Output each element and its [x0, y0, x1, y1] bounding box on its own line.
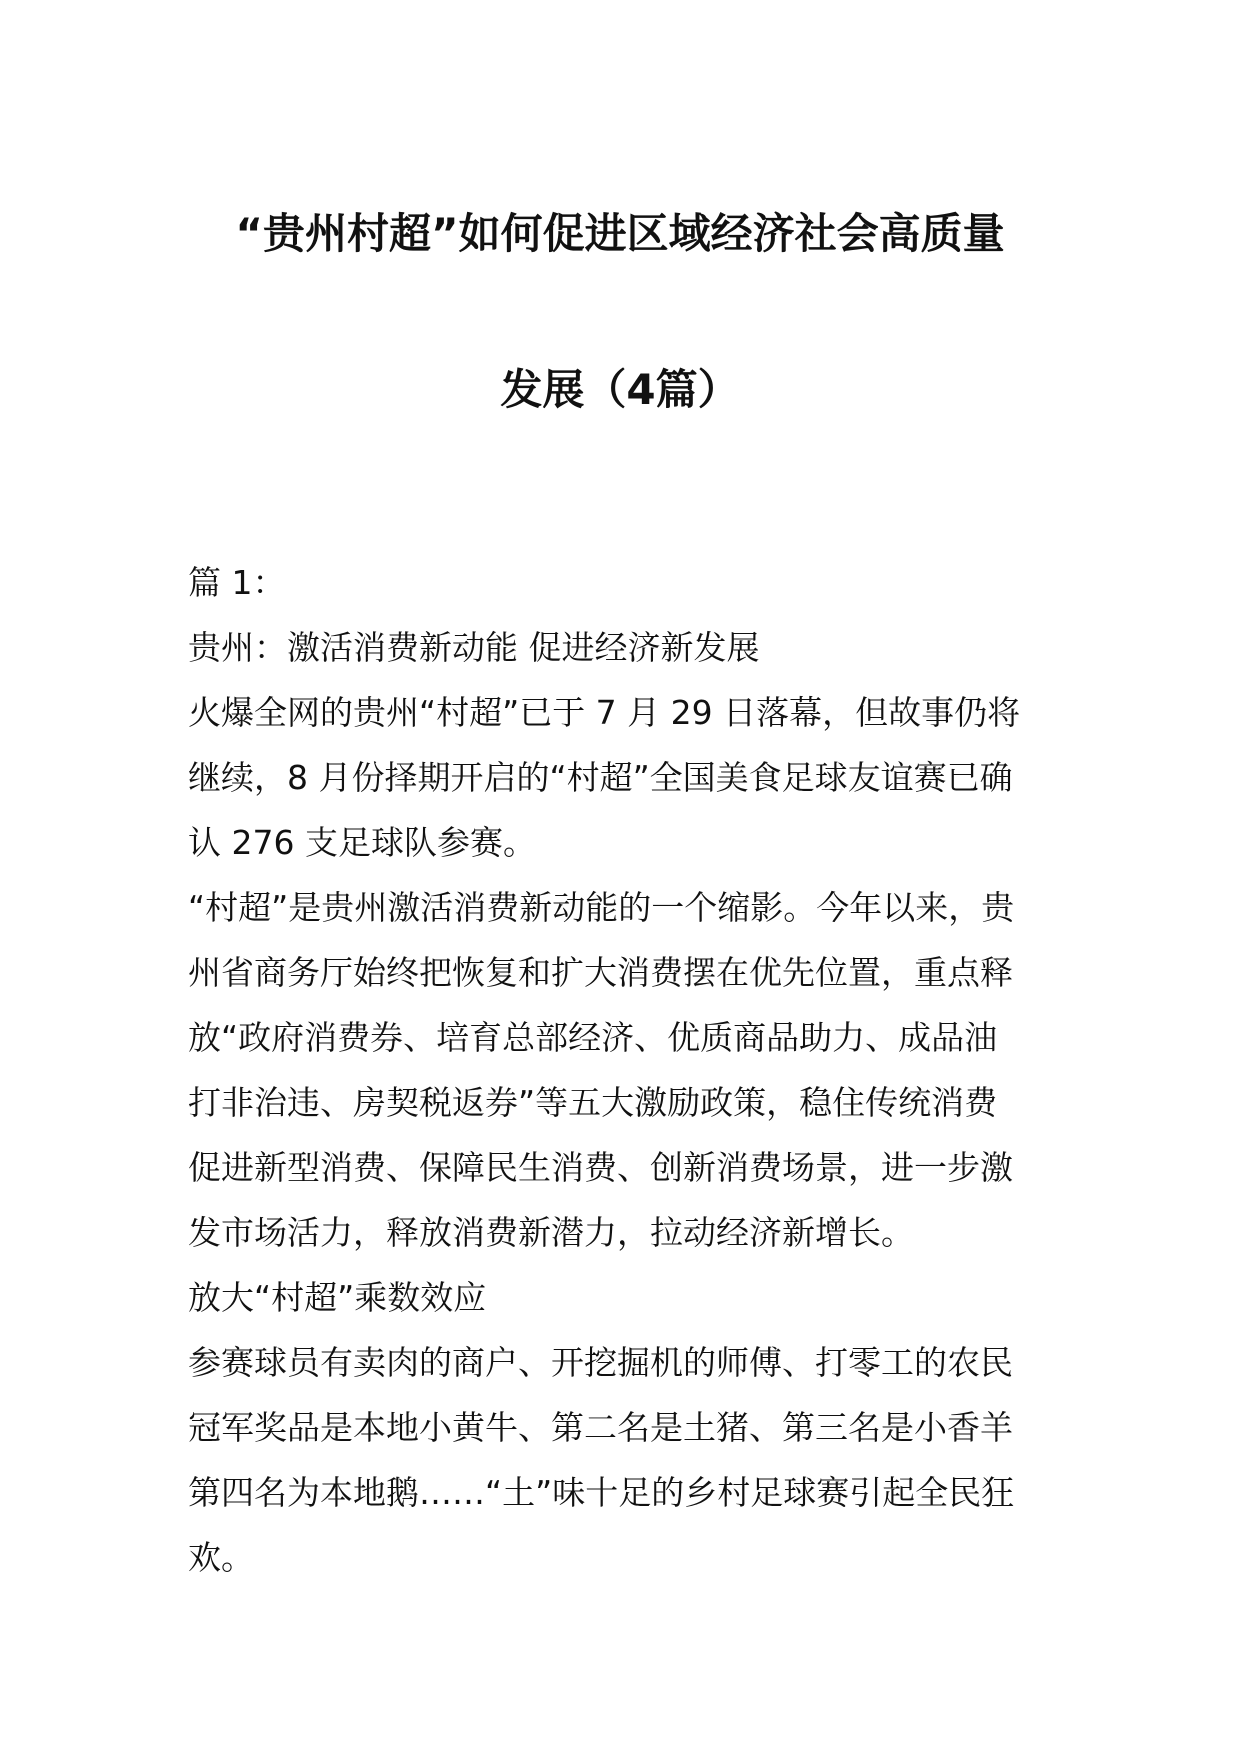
document-title-line-2: 发展（4篇） [500, 365, 740, 414]
body-line: 打非治违、房契税返券”等五大激励政策，稳住传统消费 [188, 1083, 998, 1122]
body-line: 参赛球员有卖肉的商户、开挖掘机的师傅、打零工的农民 [188, 1343, 1013, 1382]
body-line: 促进新型消费、保障民生消费、创新消费场景，进一步激 [188, 1148, 1013, 1187]
body-line: 放“政府消费券、培育总部经济、优质商品助力、成品油 [188, 1018, 998, 1057]
body-line: 冠军奖品是本地小黄牛、第二名是土猪、第三名是小香羊 [188, 1408, 1013, 1447]
body-line: 认 276 支足球队参赛。 [188, 823, 536, 862]
article-headline: 贵州：激活消费新动能 促进经济新发展 [188, 628, 760, 667]
document-title-line-1: “贵州村超”如何促进区域经济社会高质量 [235, 209, 1005, 258]
body-line: 发市场活力，释放消费新潜力，拉动经济新增长。 [188, 1213, 914, 1252]
body-line: 继续，8 月份择期开启的“村超”全国美食足球友谊赛已确 [188, 758, 1013, 797]
body-line: 州省商务厅始终把恢复和扩大消费摆在优先位置，重点释 [188, 953, 1013, 992]
body-line: 欢。 [188, 1538, 254, 1577]
body-line: “村超”是贵州激活消费新动能的一个缩影。今年以来，贵 [188, 888, 1015, 927]
section-label: 篇 1： [188, 563, 286, 602]
document-body [188, 550, 1068, 1590]
body-line: 火爆全网的贵州“村超”已于 7 月 29 日落幕，但故事仍将 [188, 693, 1021, 732]
subheading: 放大“村超”乘数效应 [188, 1278, 487, 1317]
body-line: 第四名为本地鹅……“土”味十足的乡村足球赛引起全民狂 [188, 1473, 1015, 1512]
